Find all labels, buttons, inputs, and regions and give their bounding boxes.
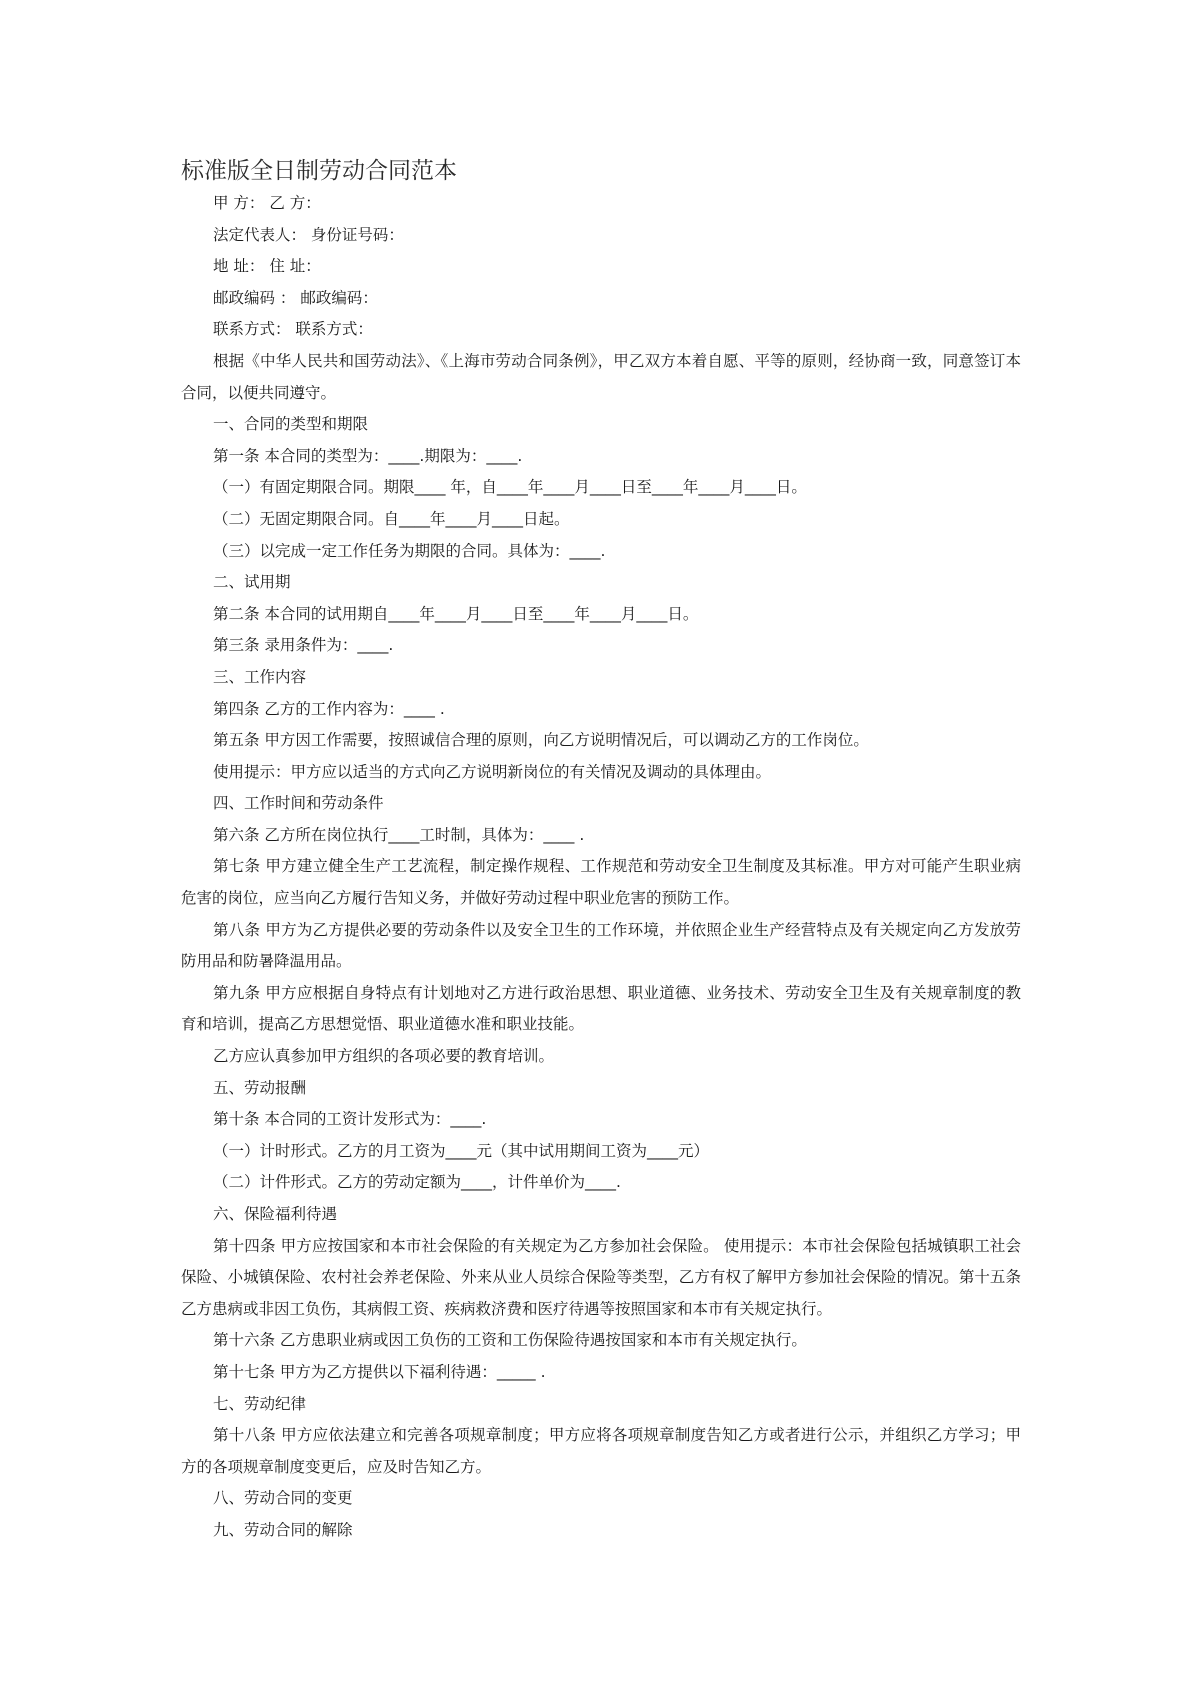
document-paragraph: （一）计时形式。乙方的月工资为____元（其中试用期间工资为____元） (213, 1141, 710, 1160)
document-paragraph: 二、试用期 (213, 573, 291, 592)
document-paragraph: 邮政编码 ： 邮政编码： (213, 288, 378, 307)
document-paragraph: 一、合同的类型和期限 (213, 415, 369, 434)
document-paragraph: 第五条 甲方因工作需要，按照诚信合理的原则，向乙方说明情况后，可以调动乙方的工作岗位。 (213, 731, 869, 750)
document-paragraph: （一）有固定期限合同。期限____ 年，自____年____月____日至____年____月____日。 (213, 478, 807, 497)
document-paragraph: （三）以完成一定工作任务为期限的合同。具体为：____. (213, 541, 606, 560)
document-paragraph: 三、工作内容 (213, 667, 307, 686)
document-title: 标准版全日制劳动合同范本 (181, 158, 457, 184)
document-paragraph: 四、工作时间和劳动条件 (213, 794, 384, 813)
document-paragraph: 使用提示：甲方应以适当的方式向乙方说明新岗位的有关情况及调动的具体理由。 (213, 762, 772, 781)
document-paragraph: （二）无固定期限合同。自____年____月____日起。 (213, 509, 570, 528)
document-paragraph: 地 址： 住 址： (213, 257, 321, 276)
document-paragraph: 七、劳动纪律 (213, 1394, 307, 1413)
document-paragraph: 五、劳动报酬 (213, 1078, 307, 1097)
document-body (181, 188, 1021, 1547)
document-paragraph: 第十七条 甲方为乙方提供以下福利待遇：_____ . (213, 1362, 546, 1381)
document-paragraph: 第十四条 甲方应按国家和本市社会保险的有关规定为乙方参加社会保险。 使用提示：本市社会保险包括城镇职工社会保险、小城镇保险、农村社会养老保险、外来从业人员综合保险等类型，乙方有权了解甲方参加社会保险的情况。第十五条 乙方患病或非因工负伤，其病假工资、疾病救济费和医疗待遇等按照国家和本市有关规定执行。 (181, 1236, 1021, 1318)
document-paragraph: 联系方式： 联系方式： (213, 320, 373, 339)
document-paragraph: 第八条 甲方为乙方提供必要的劳动条件以及安全卫生的工作环境，并依照企业生产经营特点及有关规定向乙方发放劳防用品和防暑降温用品。 (181, 920, 1021, 971)
document-paragraph: 第三条 录用条件为：____. (213, 636, 394, 655)
document-paragraph: 第六条 乙方所在岗位执行____工时制，具体为：____ . (213, 825, 585, 844)
document-paragraph: 九、劳动合同的解除 (213, 1520, 353, 1539)
document-paragraph: 第四条 乙方的工作内容为：____ . (213, 699, 445, 718)
document-paragraph: 八、劳动合同的变更 (213, 1489, 353, 1508)
document-paragraph: 法定代表人： 身份证号码： (213, 225, 404, 244)
document-paragraph: 乙方应认真参加甲方组织的各项必要的教育培训。 (213, 1047, 555, 1066)
document-paragraph: 第一条 本合同的类型为：____.期限为：____. (213, 446, 523, 465)
document-paragraph: 第九条 甲方应根据自身特点有计划地对乙方进行政治思想、职业道德、业务技术、劳动安全卫生及有关规章制度的教育和培训，提高乙方思想觉悟、职业道德水准和职业技能。 (181, 983, 1021, 1034)
document-paragraph: 甲 方： 乙 方： (213, 194, 321, 212)
document-paragraph: 第十八条 甲方应依法建立和完善各项规章制度；甲方应将各项规章制度告知乙方或者进行公示，并组织乙方学习；甲方的各项规章制度变更后，应及时告知乙方。 (181, 1426, 1021, 1476)
document-paragraph: 第十条 本合同的工资计发形式为：____. (213, 1110, 487, 1129)
document-paragraph: 根据《中华人民共和国劳动法》、《上海市劳动合同条例》，甲乙双方本着自愿、平等的原则，经协商一致，同意签订本合同，以便共同遵守。 (181, 351, 1021, 402)
document-paragraph: 第七条 甲方建立健全生产工艺流程，制定操作规程、工作规范和劳动安全卫生制度及其标准。甲方对可能产生职业病危害的岗位，应当向乙方履行告知义务，并做好劳动过程中职业危害的预防工作。 (181, 857, 1021, 908)
document-paragraph: 第十六条 乙方患职业病或因工负伤的工资和工伤保险待遇按国家和本市有关规定执行。 (213, 1331, 807, 1350)
document-paragraph: 第二条 本合同的试用期自____年____月____日至____年____月____日。 (213, 604, 699, 623)
document-paragraph: （二）计件形式。乙方的劳动定额为____，计件单价为____. (213, 1173, 621, 1192)
document-paragraph: 六、保险福利待遇 (213, 1205, 338, 1223)
